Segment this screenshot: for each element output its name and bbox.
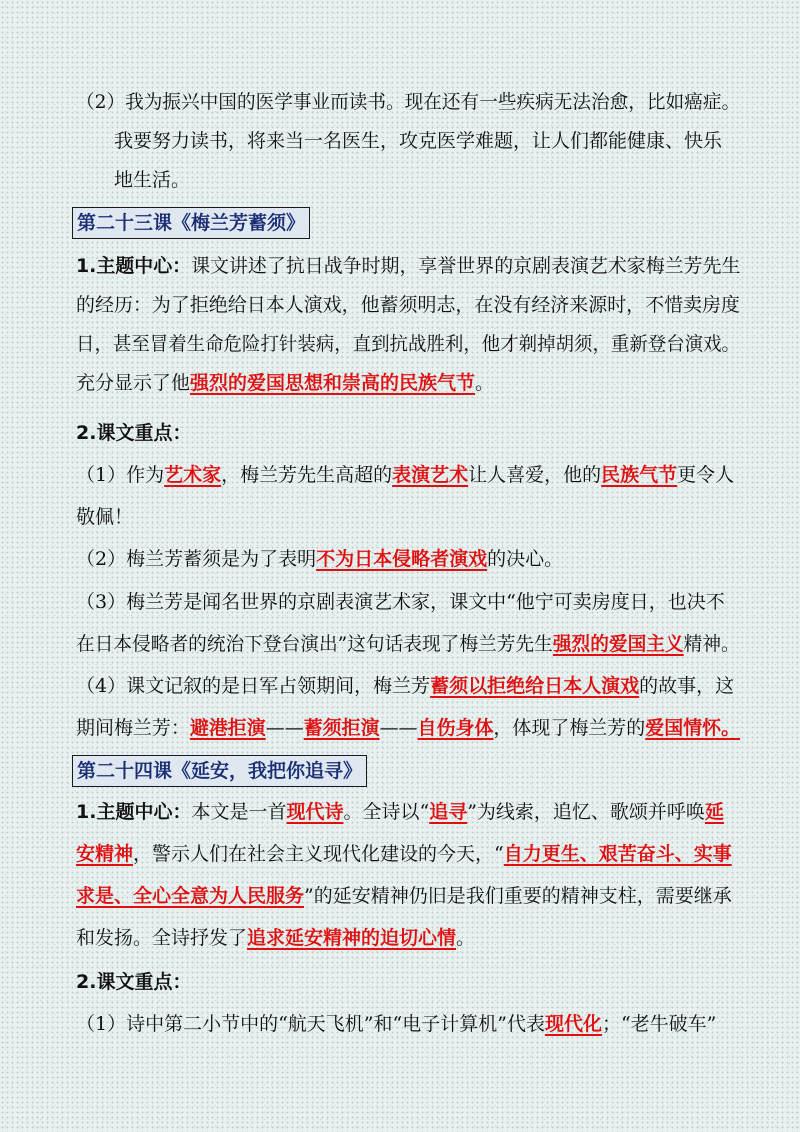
highlight-patriotism: 强烈的爱国思想和崇高的民族气节 bbox=[190, 372, 476, 394]
text-run: —— bbox=[379, 717, 418, 739]
text-run: ，警示人们在社会主义现代化建设的今天，“ bbox=[133, 843, 504, 865]
highlight-not-perform: 不为日本侵略者演戏 bbox=[316, 548, 488, 570]
lesson24-theme-label: 1.主题中心： bbox=[76, 801, 192, 823]
text-run: 更令人 bbox=[677, 464, 735, 486]
lesson23-key-label: 2.课文重点： bbox=[76, 422, 192, 444]
highlight-modern-poem: 现代诗 bbox=[286, 801, 344, 823]
text-run: ，梅兰芳先生高超的 bbox=[221, 464, 393, 486]
text-run: 在日本侵略者的统治下登台演出”这句话表现了梅兰芳先生 bbox=[76, 633, 553, 655]
highlight-self-harm: 自伤身体 bbox=[417, 717, 494, 739]
text-run: 。 bbox=[475, 372, 495, 394]
text-run: 和发扬。全诗抒发了 bbox=[76, 927, 248, 949]
highlight-modernization: 现代化 bbox=[544, 1013, 602, 1035]
lesson23-theme-line2: 的经历：为了拒绝给日本人演戏，他蓄须明志，在没有经济来源时，不惜卖房度 bbox=[76, 294, 741, 316]
text-run: 的故事，这 bbox=[639, 675, 735, 697]
highlight-avoid-hk: 避港拒演 bbox=[189, 717, 266, 739]
highlight-an-spirit: 安精神 bbox=[76, 843, 134, 865]
highlight-patriotic-feeling: 爱国情怀。 bbox=[645, 717, 741, 739]
lesson24-key-label: 2.课文重点： bbox=[76, 971, 192, 993]
text-run: （4）课文记叙的是日军占领期间，梅兰芳 bbox=[76, 675, 431, 697]
lesson24-key1-line1 bbox=[76, 1010, 716, 1038]
text-run: （1）作为 bbox=[76, 464, 165, 486]
intro-p2-line2: 我要努力读书，将来当一名医生，攻克医学难题，让人们都能健康、快乐 bbox=[114, 130, 723, 152]
lesson24-theme-line3 bbox=[76, 882, 732, 910]
highlight-national-integrity: 民族气节 bbox=[601, 464, 678, 486]
lesson24-theme-line1 bbox=[76, 798, 724, 826]
lesson23-key2 bbox=[76, 545, 563, 573]
lesson23-title: 第二十三课《梅兰芳蓄须》 bbox=[72, 207, 310, 239]
text-run: ”的延安精神仍旧是我们重要的精神支柱，需要继承 bbox=[304, 885, 732, 907]
intro-p2-line1: （2）我为振兴中国的医学事业而读书。现在还有一些疾病无法治愈，比如癌症。 bbox=[76, 91, 741, 113]
highlight-grow-beard: 蓄须拒演 bbox=[303, 717, 380, 739]
lesson24-title: 第二十四课《延安，我把你追寻》 bbox=[72, 755, 367, 787]
text-run: 让人喜爱，他的 bbox=[468, 464, 602, 486]
highlight-patriotic-spirit: 强烈的爱国主义 bbox=[552, 633, 684, 655]
lesson23-theme-line3: 日，甚至冒着生命危险打针装病，直到抗战胜利，他才剃掉胡须，重新登台演戏。 bbox=[76, 333, 741, 355]
lesson23-key1-line1 bbox=[76, 461, 734, 489]
intro-p2-line3: 地生活。 bbox=[114, 169, 191, 191]
text-run: 。全诗以“ bbox=[343, 801, 430, 823]
lesson23-theme-line4 bbox=[76, 369, 494, 397]
lesson23-theme-line1 bbox=[76, 252, 740, 280]
text-run: 本文是一首 bbox=[191, 801, 287, 823]
highlight-self-reliance: 自力更生、艰苦奋斗、实事 bbox=[503, 843, 732, 865]
lesson23-theme-label: 1.主题中心： bbox=[76, 255, 192, 277]
lesson24-theme-line4 bbox=[76, 924, 475, 952]
text-run: 充分显示了他 bbox=[76, 372, 191, 394]
lesson23-key3-line1: （3）梅兰芳是闻名世界的京剧表演艺术家，课文中“他宁可卖房度日，也决不 bbox=[76, 591, 725, 613]
text-run: 期间梅兰芳： bbox=[76, 717, 190, 739]
text-run: 。 bbox=[456, 927, 476, 949]
text-run: ；“老牛破车” bbox=[601, 1013, 717, 1035]
highlight-artist: 艺术家 bbox=[164, 464, 222, 486]
highlight-performance-art: 表演艺术 bbox=[392, 464, 469, 486]
text-run: 的决心。 bbox=[487, 548, 564, 570]
highlight-eager-pursuit: 追求延安精神的迫切心情 bbox=[247, 927, 457, 949]
highlight-pursue: 追寻 bbox=[429, 801, 468, 823]
highlight-serve-people: 求是、全心全意为人民服务 bbox=[76, 885, 305, 907]
highlight-beard-refusal: 蓄须以拒绝给日本人演戏 bbox=[430, 675, 640, 697]
text-run: （2）梅兰芳蓄须是为了表明 bbox=[76, 548, 317, 570]
text-run: 精神。 bbox=[683, 633, 740, 655]
text-run: （1）诗中第二小节中的“航天飞机”和“电子计算机”代表 bbox=[76, 1013, 545, 1035]
lesson23-key4-line1 bbox=[76, 672, 734, 700]
lesson23-theme-text1: 课文讲述了抗日战争时期，享誉世界的京剧表演艺术家梅兰芳先生 bbox=[191, 255, 741, 277]
lesson23-key1-line2: 敬佩！ bbox=[76, 506, 134, 528]
lesson23-key4-line2 bbox=[76, 714, 740, 742]
text-run: —— bbox=[265, 717, 304, 739]
lesson24-theme-line2 bbox=[76, 840, 732, 868]
highlight-yan-start: 延 bbox=[704, 801, 724, 823]
text-run: ，体现了梅兰芳的 bbox=[493, 717, 646, 739]
text-run: ”为线索，追忆、歌颂并呼唤 bbox=[467, 801, 705, 823]
lesson23-key3-line2 bbox=[76, 630, 740, 658]
